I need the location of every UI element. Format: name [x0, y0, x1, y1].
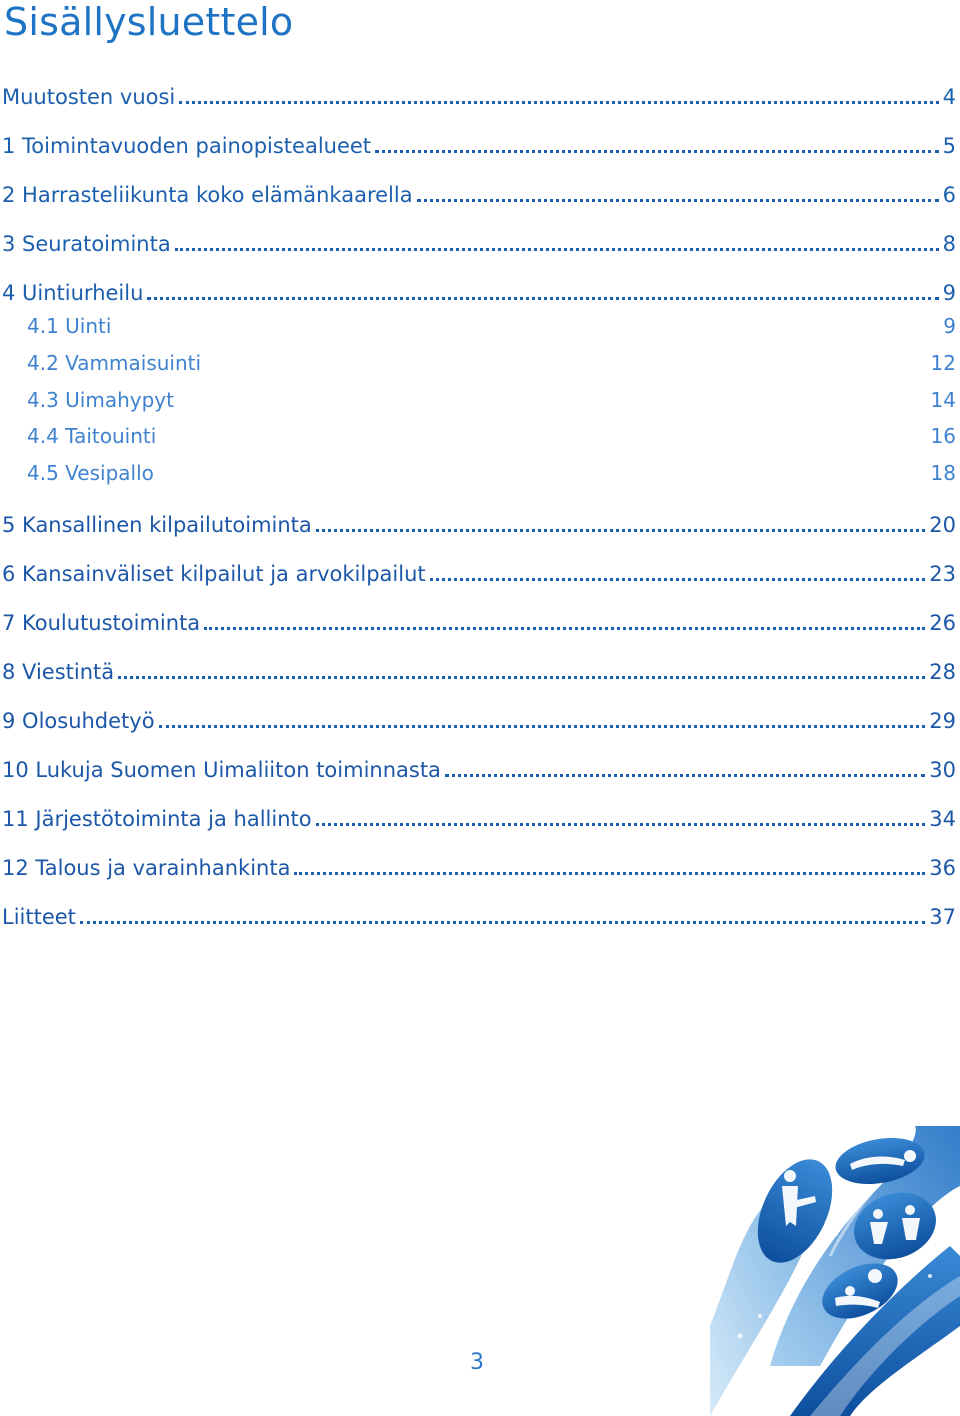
toc-entry-label: Liitteet — [2, 905, 76, 929]
toc-subentry[interactable] — [2, 388, 956, 418]
toc-entry-page: 26 — [929, 611, 956, 635]
dot-leader — [430, 557, 926, 581]
toc-entry[interactable] — [2, 557, 956, 587]
toc-entry[interactable] — [2, 655, 956, 685]
dot-leader — [118, 655, 925, 679]
toc-entry[interactable] — [2, 178, 956, 208]
toc-entry-label: 12 Talous ja varainhankinta — [2, 856, 291, 880]
toc-entry[interactable] — [2, 508, 956, 538]
toc-entry-page: 6 — [942, 183, 956, 207]
dot-leader — [175, 227, 939, 251]
page-title: Sisällysluettelo — [4, 0, 294, 44]
toc-entry-page: 37 — [929, 905, 956, 929]
toc-entry-label: 6 Kansainväliset kilpailut ja arvokilpailut — [2, 562, 426, 586]
toc-entry-label: 1 Toimintavuoden painopistealueet — [2, 134, 372, 158]
dot-leader — [316, 802, 926, 826]
page-number: 3 — [470, 1350, 484, 1375]
toc-subentry-page: 14 — [930, 388, 956, 412]
toc-subentry-label: 4.3 Uimahypyt — [27, 388, 174, 412]
toc-entry-page: 23 — [929, 562, 956, 586]
toc-entry-page: 5 — [942, 134, 956, 158]
toc-entry-page: 8 — [942, 232, 956, 256]
toc-entry[interactable] — [2, 227, 956, 257]
toc-subentry-page: 12 — [930, 351, 956, 375]
toc-entry-label: 3 Seuratoiminta — [2, 232, 171, 256]
toc-entry-label: 9 Olosuhdetyö — [2, 709, 155, 733]
toc-entry[interactable] — [2, 851, 956, 881]
toc-subentry[interactable] — [2, 351, 956, 381]
dot-leader — [204, 606, 925, 630]
dot-leader — [316, 508, 925, 532]
toc-entry[interactable] — [2, 80, 956, 110]
toc-entry-label: Muutosten vuosi — [2, 85, 176, 109]
toc-subentry-label: 4.4 Taitouinti — [27, 424, 157, 448]
dot-leader — [179, 80, 938, 104]
toc-entry-page: 28 — [929, 660, 956, 684]
toc-entry[interactable] — [2, 802, 956, 832]
toc-entry-label: 2 Harrasteliikunta koko elämänkaarella — [2, 183, 413, 207]
toc-entry-label: 8 Viestintä — [2, 660, 115, 684]
toc-entry[interactable] — [2, 276, 956, 306]
toc-entry-page: 20 — [929, 513, 956, 537]
dot-leader — [159, 704, 926, 728]
toc-subentry-page: 16 — [930, 424, 956, 448]
toc-subentry[interactable] — [2, 424, 956, 454]
dot-leader — [80, 900, 925, 924]
toc-subentry-page: 18 — [930, 461, 956, 485]
toc-subentry-label: 4.2 Vammaisuinti — [27, 351, 202, 375]
toc-entry-page: 30 — [929, 758, 956, 782]
toc-entry-page: 4 — [942, 85, 956, 109]
toc-entry[interactable] — [2, 900, 956, 930]
toc-entry-page: 34 — [929, 807, 956, 831]
toc-entry-page: 9 — [942, 281, 956, 305]
toc-entry[interactable] — [2, 606, 956, 636]
toc-subentry[interactable] — [2, 314, 956, 344]
toc-entry-label: 5 Kansallinen kilpailutoiminta — [2, 513, 312, 537]
dot-leader — [294, 851, 925, 875]
toc-entry[interactable] — [2, 704, 956, 734]
dot-leader — [375, 129, 939, 153]
toc-subentry-label: 4.1 Uinti — [27, 314, 112, 338]
toc-subentry-page: 9 — [943, 314, 956, 338]
toc-entry-page: 36 — [929, 856, 956, 880]
dot-leader — [147, 276, 938, 300]
toc-entry[interactable] — [2, 753, 956, 783]
toc-subentry-label: 4.5 Vesipallo — [27, 461, 154, 485]
dot-leader — [445, 753, 925, 777]
toc-subentry[interactable] — [2, 461, 956, 491]
toc-entry-page: 29 — [929, 709, 956, 733]
toc-entry-label: 11 Järjestötoiminta ja hallinto — [2, 807, 312, 831]
toc-entry-label: 4 Uintiurheilu — [2, 281, 144, 305]
swimming-sports-decoration — [560, 1126, 960, 1416]
toc-entry-label: 7 Koulutustoiminta — [2, 611, 201, 635]
toc-entry[interactable] — [2, 129, 956, 159]
dot-leader — [417, 178, 939, 202]
toc-entry-label: 10 Lukuja Suomen Uimaliiton toiminnasta — [2, 758, 441, 782]
